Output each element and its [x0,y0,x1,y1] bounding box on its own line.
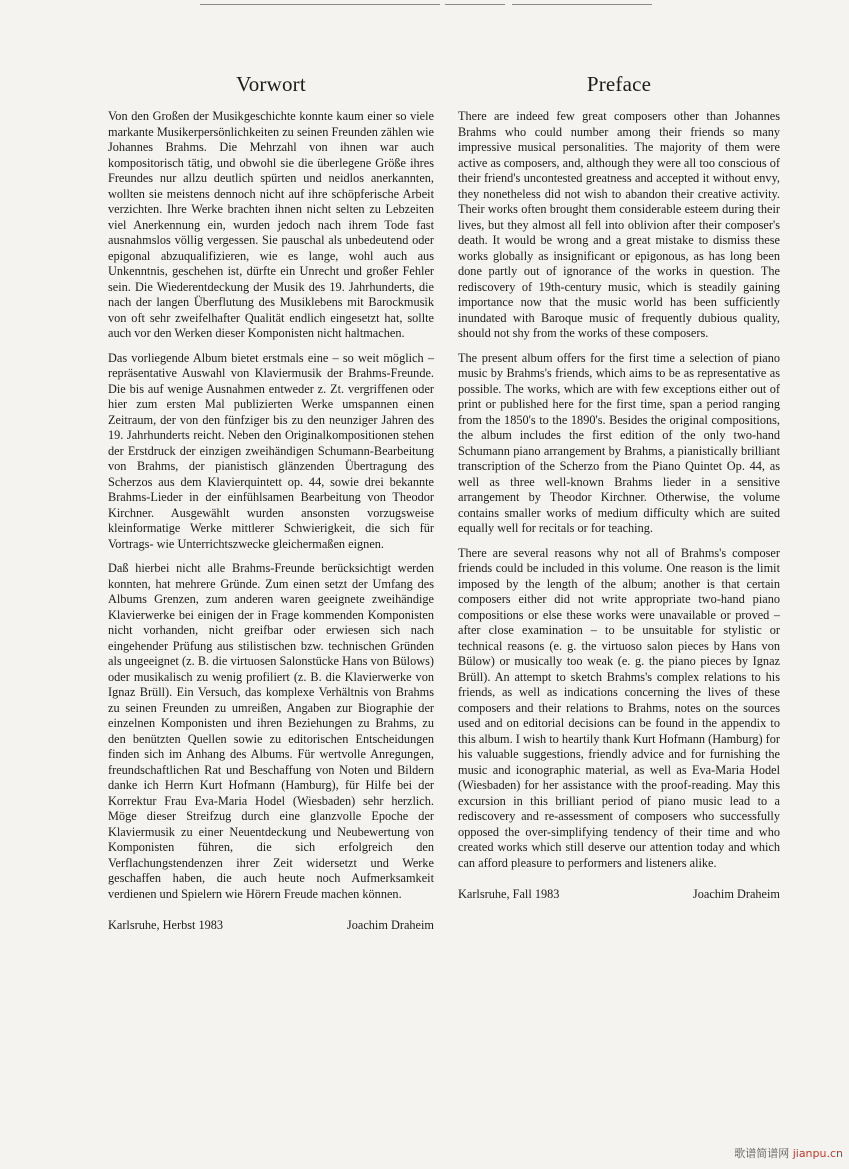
vorwort-place-date: Karlsruhe, Herbst 1983 [108,918,224,932]
vorwort-paragraph-1: Von den Großen der Musikgeschichte konnte kaum einer so viele markante Musikerpersönlichkeiten zu seinen Freunden zählen wie Johannes Brahms. Die Mehrzahl von ihnen war auch kompositorisch tätig, und obwohl sie die überlegene Größe ihres Freundes nur allzu deutlich spürten und neidlos anerkannten, wollten sie meistens dennoch nicht auf ihre schöpferische Arbeit verzichten. Ihre Werke brachten ihnen nicht selten zu Lebzeiten viel Anerkennung ein, wurden jedoch nach ihrem Tode fast ausnahmslos völlig vergessen. Sie pauschal als unbedeutend oder epigonal abzuqualifizieren, wie es lange, wohl auch aus Unkenntnis, geschehen ist, dürfte ein Unrecht und großer Fehler sein. Die Wiederentdeckung der Musik des 19. Jahrhunderts, die nach der langen Überflutung des Musiklebens mit Barockmusik von oft sehr zweifelhafter Qualität endlich eingesetzt hat, sollte auch vor den Werken dieser Komponisten nicht haltmachen. [108,109,434,340]
preface-title: Preface [586,72,652,96]
preface-paragraph-3: There are several reasons why not all of Brahms's composer friends could be included in this volume. One reason is the limit imposed by the length of the album; another is that certain composers either did not write appropriate two-hand piano compositions or else these works were unavailable or proved – after close examination – to be unsuitable for stylistic or technical reasons (e. g. the virtuoso salon pieces by Hans von Bülow) or musically too weak (e. g. the piano pieces by Ignaz Brüll). An attempt to sketch Brahms's complex relations to his friends, as well as indications concerning the lives of these composers and their relations to Brahms, notes on the sources used and on editorial decisions can be found in the appendix to this album. I wish to heartily thank Kurt Hofmann (Hamburg) for his valuable suggestions, friendly advice and for furnishing the music and iconographic material, as well as Eva-Maria Hodel (Wiesbaden) for her assistance with the proof-reading. May this excursion in this brilliant period of piano music lead to a rediscovery and re-assessment of composers who successfully opposed the over-simplifying tendency of their time and who created works which still deserve our attention today and which can afford pleasure to performers and listeners alike. [458,545,780,870]
watermark-site-url: jianpu.cn [792,1147,843,1160]
vorwort-paragraph-3: Daß hierbei nicht alle Brahms-Freunde berücksichtigt werden konnten, hat mehrere Gründe. Zum einen setzt der Umfang des Albums Grenzen, zum anderen waren geeignete zweihändige Klavierwerke bei einigen der in Frage kommenden Komponisten nicht vorhanden, nicht greifbar oder erwiesen sich nach eingehender Prüfung aus stilistischen bzw. technischen Gründen als ungeeignet (z. B. die virtuosen Salonstücke Hans von Bülows) oder musikalisch zu wenig profiliert (z. B. die Klavierwerke von Ignaz Brüll). Ein Versuch, das komplexe Verhältnis von Brahms zu seinen Freunden zu umreißen, Angaben zur Biographie der einzelnen Komponisten und ihren Beziehungen zu Brahms, zu den benützten Quellen sowie zu editorischen Entscheidungen finden sich im Anhang des Albums. Für wertvolle Anregungen, freundschaftlichen Rat und Beschaffung von Noten und Bildern danke ich Herrn Kurt Hofmann (Hamburg), für Hilfe bei der Korrektur Frau Eva-Maria Hodel (Wiesbaden) sehr herzlich. Möge dieser Streifzug durch eine glanzvolle Epoche der Klaviermusik zu einer Neuentdeckung und Neubewertung von Komponisten führen, die sich erfolgreich den Verflachungstendenzen ihrer Zeit widersetzt und Werke geschaffen haben, die auch heute noch Aufmerksamkeit verdienen und Spielern wie Hörern Freude machen können. [108,561,434,901]
preface-signature [458,887,780,902]
preface-column [458,72,780,902]
vorwort-column [108,72,434,933]
preface-paragraph-1: There are indeed few great composers other than Johannes Brahms who could number among their friends so many impressive musical personalities. The majority of them were active as composers, and, although they were all too conscious of their friend's uncontested greatness and accepted it without envy, they nonetheless did not wish to abandon their creative activity. Their works often brought them considerable esteem during their lives, but they almost all fell into oblivion after their composer's death. It would be wrong and a great mistake to dismiss these works globally as insignificant or epigonous, as has long been done partly out of ignorance of the works in question. The rediscovery of 19th-century music, which is steadily gaining importance now that the music world has been sufficiently inundated with Baroque music of frequently dubious quality, should not shy from the works of these composers. [458,109,780,340]
vorwort-title: Vorwort [236,72,306,96]
preface-author: Joachim Draheim [692,887,780,901]
watermark-footer [734,1145,843,1161]
preface-paragraph-2: The present album offers for the first time a selection of piano music by Brahms's friends, which aims to be as representative as possible. The works, which are with few exceptions either out of print or published here for the first time, span a period ranging from the 1850's to the 1890's. Besides the original compositions, the album includes the first edition of the only two-hand Schumann piano arrangement by Brahms, a pianistically brilliant transcription of the Scherzo from the Piano Quintet Op. 44, as well as three well-known Brahms lieder in a sensitive arrangement by Theodor Kirchner. Otherwise, the volume contains smaller works of medium difficulty which are suited equally well for recitals or for teaching. [458,350,780,535]
vorwort-paragraph-2: Das vorliegende Album bietet erstmals eine – so weit möglich – repräsentative Auswahl von Klaviermusik der Brahms-Freunde. Die bis auf wenige Ausnahmen entweder z. Zt. vergriffenen oder hier zum ersten Mal publizierten Werke umspannen einen Zeitraum, der von den fünfziger bis zu den neunziger Jahren des 19. Jahrhunderts reicht. Neben den Originalkompositionen stehen der Erstdruck der einzigen zweihändigen Schumann-Bearbeitung von Brahms, der pianistisch glänzenden Übertragung des Scherzos aus dem Klavierquintett op. 44, sowie drei bekannte Brahms-Lieder in der einfühlsamen Bearbeitung von Theodor Kirchner. Ausgewählt wurden ansonsten vorzugsweise kleinformatige Werke mittlerer Schwierigkeit, die sich für Vortrags- wie Unterrichtszwecke gleichermaßen eignen. [108,350,434,551]
preface-place-date: Karlsruhe, Fall 1983 [458,887,560,901]
top-rule-left [200,4,440,5]
top-rule-middle [445,4,505,5]
top-rule-right [512,4,652,5]
vorwort-signature [108,918,434,933]
watermark-site-cn: 歌谱简谱网 [734,1147,790,1160]
vorwort-author: Joachim Draheim [346,918,434,932]
